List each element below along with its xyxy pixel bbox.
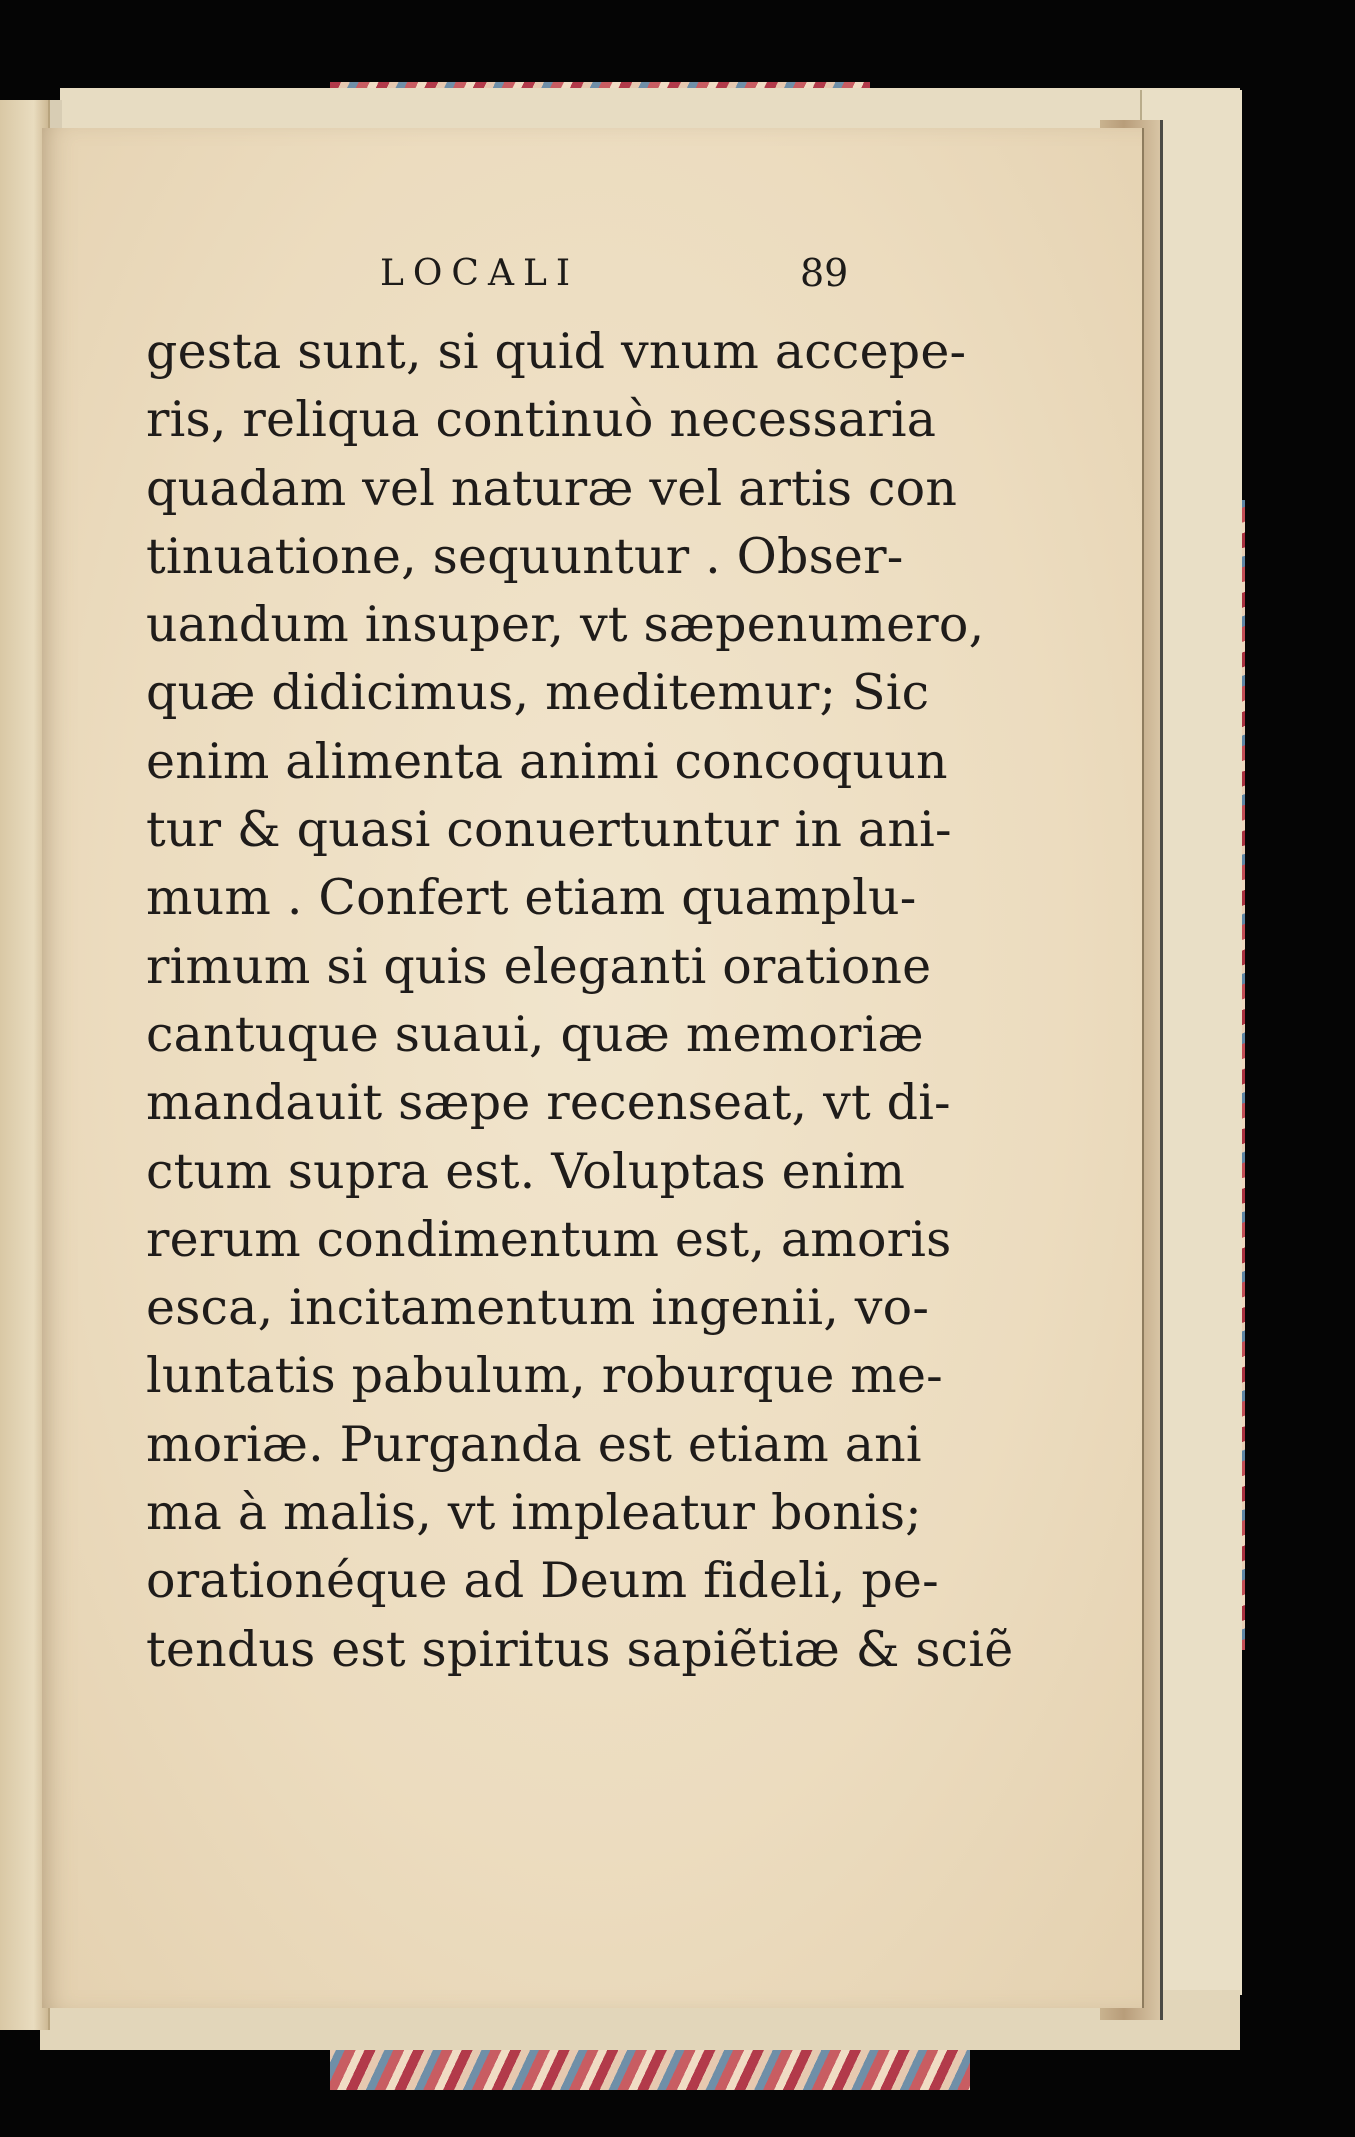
text-line: ris, reliqua continuò necessaria [146, 391, 937, 449]
text-line: rerum condimentum est, amoris [146, 1210, 952, 1268]
text-line: ma à malis, vt impleatur bonis; [146, 1484, 922, 1542]
page-header [380, 245, 860, 305]
text-line: uandum insuper, vt sæpenumero, [146, 596, 985, 654]
body-text [146, 318, 1014, 1684]
text-line: ctum supra est. Voluptas enim [146, 1142, 906, 1200]
text-line: quæ didicimus, meditemur; Sic [146, 664, 930, 722]
text-line: mandauit sæpe recenseat, vt di- [146, 1074, 951, 1132]
text-line: mum . Confert etiam quamplu- [146, 869, 917, 927]
text-line: gesta sunt, si quid vnum accepe- [146, 323, 967, 380]
text-line: moriæ. Purganda est etiam ani [146, 1415, 922, 1473]
text-line: quadam vel naturæ vel artis con [146, 459, 958, 517]
running-head: LOCALI [380, 253, 580, 294]
page-number: 89 [800, 251, 849, 295]
text-line: rimum si quis eleganti oratione [146, 937, 932, 995]
text-line: tur & quasi conuertuntur in ani- [146, 801, 952, 859]
text-line: cantuque suaui, quæ memoriæ [146, 1005, 924, 1063]
text-line: orationéque ad Deum fideli, pe- [146, 1552, 939, 1610]
text-line: esca, incitamentum ingenii, vo- [146, 1279, 930, 1337]
text-line: luntatis pabulum, roburque me- [146, 1347, 943, 1405]
text-line: tinuatione, sequuntur . Obser- [146, 527, 904, 585]
text-line: enim alimenta animi concoquun [146, 732, 948, 790]
text-line: tendus est spiritus sapiẽtiæ & sciẽ [146, 1620, 1014, 1678]
